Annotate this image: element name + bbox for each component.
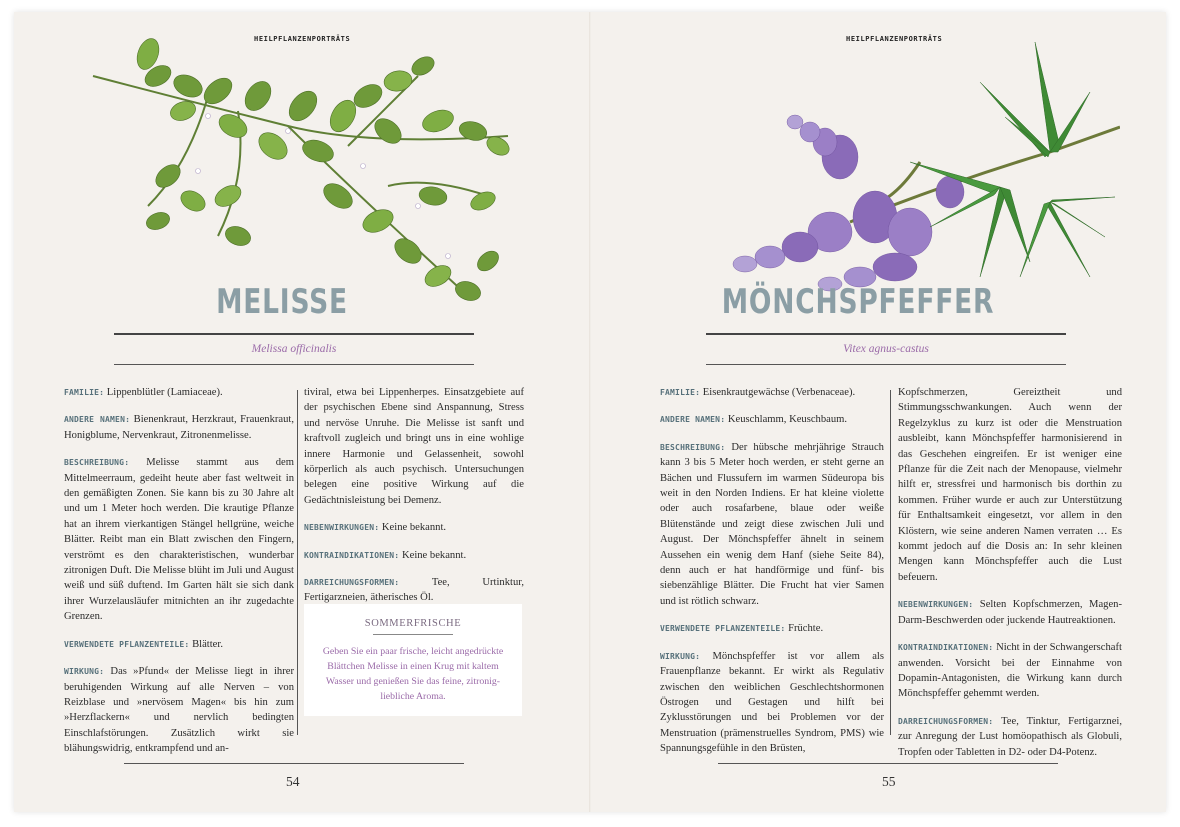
field-text: Eisenkrautgewächse (Verbenaceae). — [702, 387, 856, 398]
page-number: 54 — [286, 774, 300, 789]
page-left — [14, 12, 590, 812]
field-text: Früchte. — [788, 623, 824, 635]
page-number: 55 — [882, 774, 896, 789]
field-text: Tee, Urtinktur, Fertigarzneien, ätherisches Öl. — [304, 577, 524, 604]
latin-name: Melissa officinalis — [251, 343, 337, 355]
field-text: Tee, Tinktur, Fertigarznei, zur Anregung der Lust homöopathisch als Globuli, Tropfen oder Tabletten in D2- oder D4-Potenz. — [898, 715, 1122, 758]
latin-rule — [706, 364, 1066, 365]
page-title: MELISSE — [216, 282, 348, 322]
field-label: VERWENDETE PFLANZENTEILE: — [64, 639, 190, 649]
field-text: Melisse stammt aus dem Mittelmeerraum, gedeiht heute aber fast weltweit in den gemäßigten Zonen. Sie kann bis zu 30 Jahre alt und um 1 Meter hoch werden. Die krautige Pflanze hat an ihrem vierkantigen Stängel hellgrüne, weiche Blätter. Reibt man ein Blatt zwischen den Fingern, verströmt es den charakteristischen, wunderbar zitronigen Duft. Die Melisse blüht im Juli und August weiß und süß duftend. Im Garten hält sie sich dank ihrer Wurzelausläufer mitnichten an ihr zugedachte Grenzen. — [64, 457, 295, 623]
field-label: DARREICHUNGSFORMEN: — [898, 716, 994, 726]
text-column-1 — [660, 385, 884, 769]
field-text: Keine bekannt. — [381, 522, 447, 534]
field-label: NEBENWIRKUNGEN: — [898, 600, 974, 610]
section-label: HEILPFLANZENPORTRÄTS — [846, 35, 943, 43]
field-text: Kopfschmerzen, Gereiztheit und Stimmungsschwankungen. Auch wenn der Regelzyklus zu kurz ist oder die Menstruation ausbleibt, kann Mönchspfeffer harmonisierend in das Geschehen eingreifen. Er ist weniger eine Pflanze für die Zeit nach der Menopause, vielmehr hilft er, stressfrei und harmonisch bis dorthin zu kommen. Früher wurde er auch zur Unterstützung für Enthaltsamkeit eingesetzt, vor allem in den Klöstern, wie seine anderen Namen verraten … Es kommt jedoch auf die Dosis an: In sehr kleinen Mengen kann Mönchspfeffer auch die Lust befeuern. — [898, 387, 1122, 583]
field-text: Nicht in der Schwangerschaft anwenden. Vorsicht bei der Einnahme von Dopamin-Antagonisten, die Wirkung kann durch Mönchspfeffer gehemmt werden. — [898, 642, 1122, 700]
field-label: FAMILIE: — [660, 388, 701, 397]
field-label: ANDERE NAMEN: — [64, 415, 131, 425]
field-label: FAMILIE: — [64, 388, 105, 397]
section-label: HEILPFLANZENPORTRÄTS — [254, 35, 351, 43]
field-label: DARREICHUNGSFORMEN: — [304, 578, 400, 588]
field-label: KONTRAINDIKATIONEN: — [898, 643, 994, 653]
field-text: tiviral, etwa bei Lippenherpes. Einsatzgebiete auf der psychischen Ebene sind Anspannung, Stress und nervöse Unruhe. Die Melisse ist sanft und kraftvoll zugleich und bringt uns in eine wohlige innere Harmonie und Gelassenheit, sowohl körperlich als auch psychisch. Untersuchungen belegen eine positive Wirkung auf die Gedächtnisleistung bei Demenz. — [304, 387, 524, 506]
latin-name: Vitex agnus-castus — [843, 343, 929, 355]
field-text: Blätter. — [192, 638, 223, 650]
footer-rule — [124, 763, 464, 764]
tip-box-rule — [373, 634, 453, 635]
book-spread — [14, 12, 1166, 812]
footer-rule — [718, 763, 1058, 764]
melissa-illustration — [88, 36, 528, 316]
field-label: KONTRAINDIKATIONEN: — [304, 550, 400, 560]
tip-box-title: SOMMERFRISCHE — [364, 618, 462, 629]
field-text: Der hübsche mehrjährige Strauch kann 3 bis 5 Meter hoch werden, er steht gerne an Bächen und Flussufern im warmen Südeuropa bis weit in den Norden Indiens. Er hat kleine violette oder auch rosafarbene, blaue oder weiße Blütenstände und zeigt diese zwischen Juli und August. Der Mönchspfeffer ähnelt in seinem Aussehen ein wenig dem Hanf (siehe Seite 84), denn auch er hat handförmige und fünf- bis siebenzählige Blätter. Die Frucht hat vier Samen und ist rötlich schwarz. — [660, 441, 884, 607]
field-label: NEBENWIRKUNGEN: — [304, 523, 380, 533]
field-label: ANDERE NAMEN: — [660, 415, 726, 425]
field-text: Lippenblütler (Lamiaceae). — [106, 387, 223, 398]
field-text: Bienenkraut, Herzkraut, Frauenkraut, Honigblume, Nervenkraut, Zitronenmelisse. — [64, 414, 294, 441]
text-column-1 — [64, 385, 294, 769]
field-label: WIRKUNG: — [660, 651, 701, 661]
title-rule — [706, 333, 1066, 335]
field-text: Mönchspfeffer ist vor allem als Frauenpflanze bekannt. Er wirkt als Regulativ zwischen den weiblichen Geschlechtshormonen Östrogen und Gestagen und hilft bei Zyklusstörungen und bei Problemen vor der Menstruation (prämenstruelles Syndrom, PMS) wie Spannungsgefühle in den Brüsten, — [660, 650, 885, 755]
column-divider — [890, 390, 891, 735]
field-label: BESCHREIBUNG: — [64, 458, 130, 468]
field-text: Das »Pfund« der Melisse liegt in ihrer beruhigenden Wirkung auf alle Nerven – von Reizblase und »nervösem Magen« bis hin zum »Herzflackern« und nervlich bedingten Einschlafstörungen. Zusätzlich wirkt sie blähungswidrig, entkrampfend und an- — [64, 666, 294, 755]
field-label: VERWENDETE PFLANZENTEILE: — [660, 624, 786, 634]
column-divider — [297, 390, 298, 735]
field-text: Keuschlamm, Keuschbaum. — [727, 414, 848, 426]
text-column-2 — [898, 385, 1122, 772]
page-right — [590, 12, 1166, 812]
field-label: BESCHREIBUNG: — [660, 442, 726, 452]
page-title: MÖNCHSPFEFFER — [721, 282, 995, 322]
field-text: Selten Kopfschmerzen, Magen-Darm-Beschwerden oder juckende Hautreaktionen. — [898, 599, 1123, 626]
vitex-illustration — [650, 32, 1120, 292]
title-rule — [114, 333, 474, 335]
tip-box — [304, 604, 522, 716]
text-column-2 — [304, 385, 524, 618]
field-label: WIRKUNG: — [64, 667, 105, 677]
tip-box-text: Geben Sie ein paar frische, leicht angedrückte Blättchen Melisse in einen Krug mit kaltem Wasser und genießen Sie das feine, zitronig-liebliche Aroma. — [322, 646, 504, 702]
field-text: Keine bekannt. — [401, 549, 467, 561]
latin-rule — [114, 364, 474, 365]
